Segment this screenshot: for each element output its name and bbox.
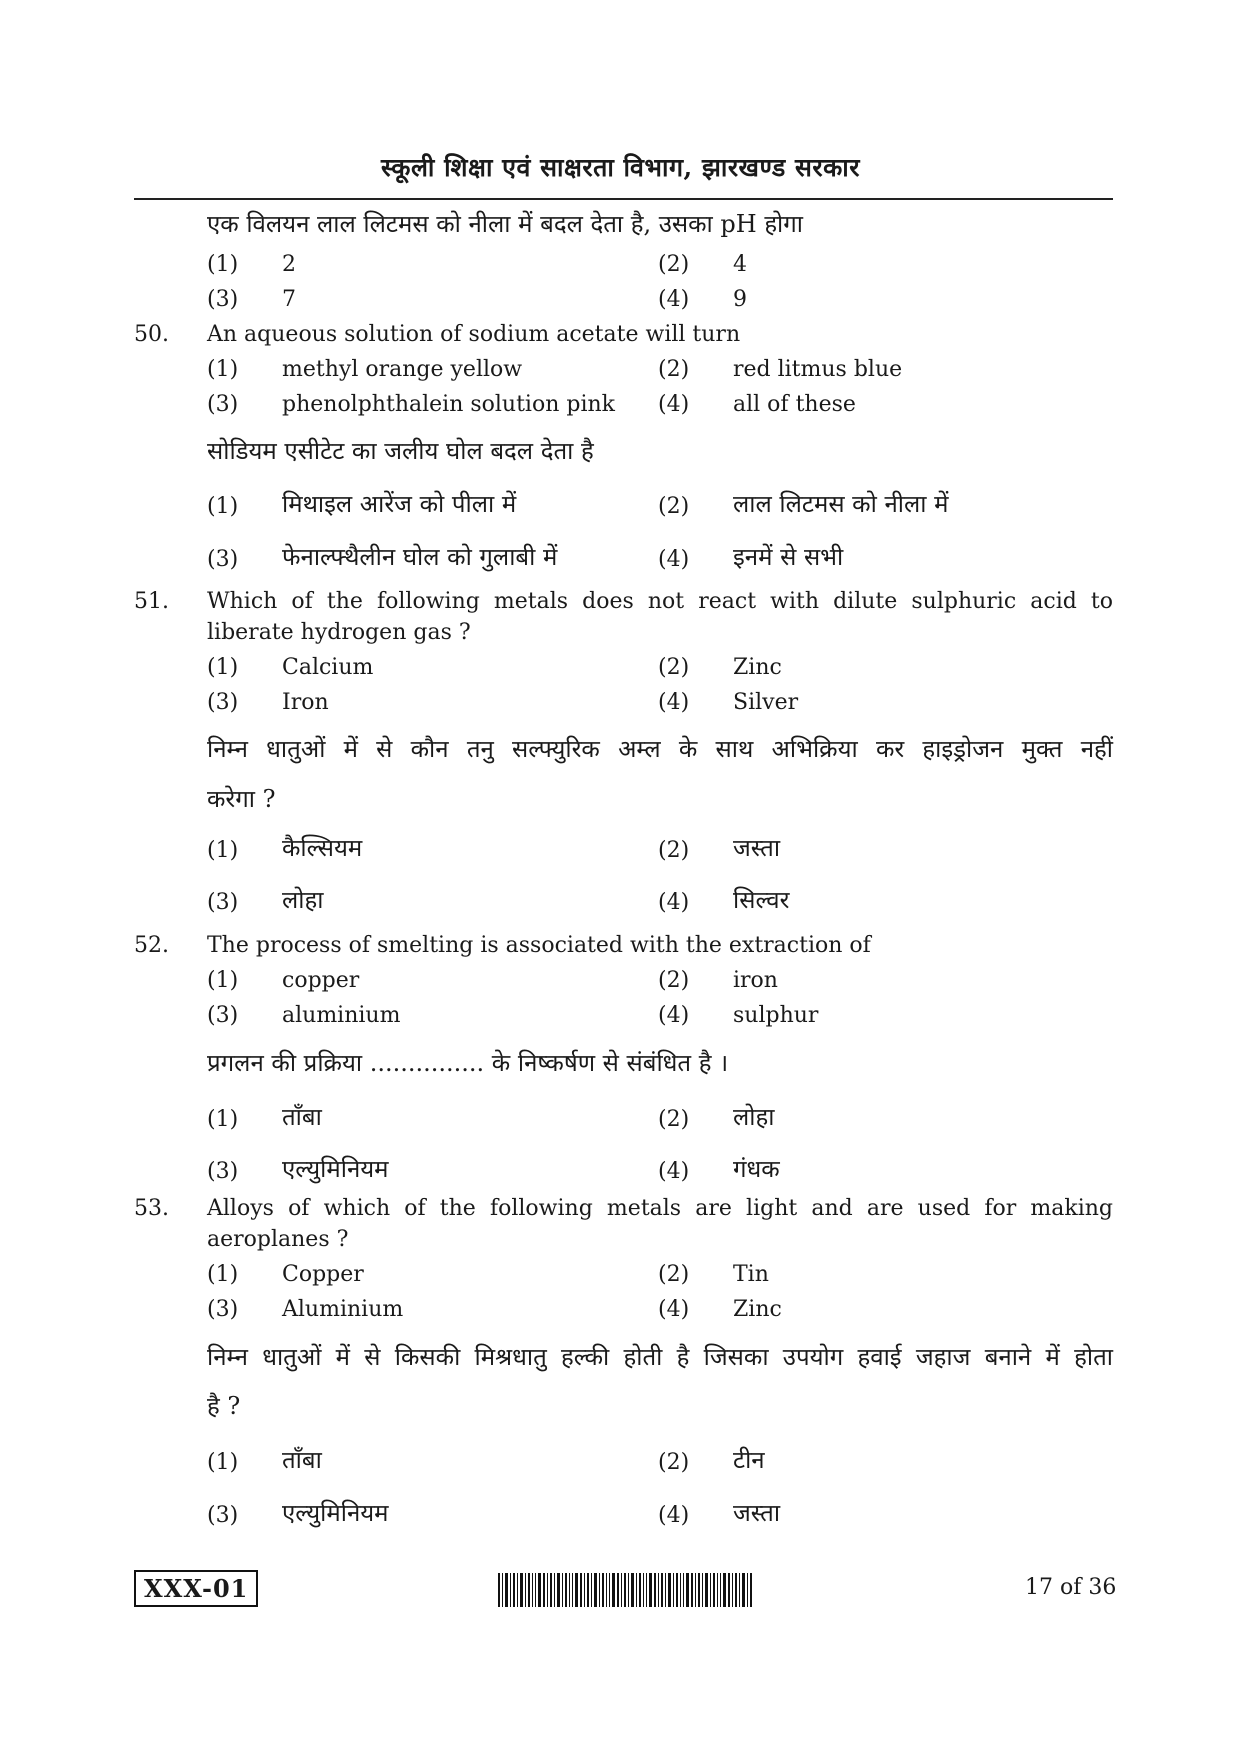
question-51-hindi-line2: करेगा ?: [207, 785, 276, 813]
option-text: red litmus blue: [733, 357, 903, 382]
option-text: जस्ता: [733, 834, 781, 862]
paper-code-box: XXX-01: [134, 1570, 258, 1607]
option-text: एल्युमिनियम: [282, 1155, 389, 1183]
option-text: मिथाइल आरेंज को पीला में: [282, 490, 517, 518]
question-49-hindi-text: एक विलयन लाल लिटमस को नीला में बदल देता है, उसका pH होगा: [207, 210, 804, 238]
option-text: Zinc: [733, 655, 782, 680]
option-text: all of these: [733, 392, 856, 417]
option-text: 9: [733, 287, 747, 312]
question-51-text-line2: liberate hydrogen gas ?: [207, 620, 471, 645]
option-number: (3): [207, 1503, 239, 1528]
option-number: (2): [658, 838, 690, 863]
option-number: (2): [658, 968, 690, 993]
option-text: लोहा: [733, 1103, 775, 1131]
option-number: (4): [658, 392, 690, 417]
option-number: (4): [658, 1297, 690, 1322]
option-number: (3): [207, 392, 239, 417]
option-number: (4): [658, 890, 690, 915]
option-text: इनमें से सभी: [733, 543, 844, 571]
question-51-hindi-line1: निम्न धातुओं में से कौन तनु सल्फ्युरिक अम्ल के साथ अभिक्रिया कर हाइड्रोजन मुक्त नहीं: [207, 735, 1113, 763]
option-text: Copper: [282, 1262, 364, 1287]
option-number: (4): [658, 547, 690, 572]
option-number: (1): [207, 968, 239, 993]
option-number: (2): [658, 1262, 690, 1287]
option-number: (3): [207, 690, 239, 715]
option-number: (1): [207, 1107, 239, 1132]
option-text: सिल्वर: [733, 886, 790, 914]
option-text: iron: [733, 968, 778, 993]
option-text: Aluminium: [282, 1297, 404, 1322]
option-number: (3): [207, 1297, 239, 1322]
option-text: aluminium: [282, 1003, 401, 1028]
option-number: (2): [658, 655, 690, 680]
option-text: टीन: [733, 1446, 765, 1474]
option-text: 4: [733, 252, 747, 277]
option-text: ताँबा: [282, 1446, 322, 1474]
option-text: जस्ता: [733, 1499, 781, 1527]
option-text: गंधक: [733, 1155, 780, 1183]
option-text: कैल्सियम: [282, 834, 363, 862]
option-number: (2): [658, 1107, 690, 1132]
option-text: फेनाल्फ्थैलीन घोल को गुलाबी में: [282, 543, 558, 571]
question-53-text-line2: aeroplanes ?: [207, 1227, 349, 1252]
option-text: लाल लिटमस को नीला में: [733, 490, 949, 518]
option-number: (1): [207, 252, 239, 277]
page-header-title: स्कूली शिक्षा एवं साक्षरता विभाग, झारखण्ड सरकार: [381, 153, 860, 182]
option-number: (4): [658, 1503, 690, 1528]
question-53-hindi-line2: है ?: [207, 1392, 241, 1420]
option-number: (1): [207, 838, 239, 863]
option-text: 2: [282, 252, 296, 277]
option-number: (2): [658, 357, 690, 382]
option-number: (1): [207, 655, 239, 680]
option-text: लोहा: [282, 886, 324, 914]
option-text: copper: [282, 968, 360, 993]
option-text: methyl orange yellow: [282, 357, 523, 382]
option-text: एल्युमिनियम: [282, 1499, 389, 1527]
question-50-hindi-text: सोडियम एसीटेट का जलीय घोल बदल देता है: [207, 437, 594, 465]
question-number: 50.: [134, 322, 169, 347]
option-number: (1): [207, 357, 239, 382]
option-number: (4): [658, 1159, 690, 1184]
option-number: (2): [658, 252, 690, 277]
option-number: (1): [207, 1262, 239, 1287]
option-number: (4): [658, 1003, 690, 1028]
option-text: Tin: [733, 1262, 769, 1287]
question-53-hindi-line1: निम्न धातुओं में से किसकी मिश्रधातु हल्की होती है जिसका उपयोग हवाई जहाज बनाने में होता: [207, 1343, 1113, 1371]
question-51-text-line1: Which of the following metals does not react with dilute sulphuric acid to: [207, 589, 1113, 614]
option-number: (3): [207, 287, 239, 312]
option-text: 7: [282, 287, 296, 312]
option-number: (2): [658, 1450, 690, 1475]
question-number: 53.: [134, 1196, 169, 1221]
option-number: (4): [658, 690, 690, 715]
option-number: (3): [207, 547, 239, 572]
option-text: Zinc: [733, 1297, 782, 1322]
question-number: 52.: [134, 933, 169, 958]
option-text: Calcium: [282, 655, 374, 680]
barcode-graphic: [498, 1573, 754, 1607]
option-number: (3): [207, 1003, 239, 1028]
option-text: sulphur: [733, 1003, 819, 1028]
option-number: (3): [207, 1159, 239, 1184]
option-number: (3): [207, 890, 239, 915]
page-number: 17 of 36: [1025, 1575, 1117, 1600]
header-rule: [134, 198, 1113, 200]
option-number: (1): [207, 494, 239, 519]
question-52-text: The process of smelting is associated with the extraction of: [207, 933, 871, 958]
question-number: 51.: [134, 589, 169, 614]
question-50-text: An aqueous solution of sodium acetate will turn: [207, 322, 741, 347]
option-number: (1): [207, 1450, 239, 1475]
option-text: Silver: [733, 690, 799, 715]
option-number: (4): [658, 287, 690, 312]
option-number: (2): [658, 494, 690, 519]
option-text: phenolphthalein solution pink: [282, 392, 615, 417]
question-52-hindi-text: प्रगलन की प्रक्रिया ............... के निष्कर्षण से संबंधित है ।: [207, 1049, 729, 1077]
question-53-text-line1: Alloys of which of the following metals are light and are used for making: [207, 1196, 1113, 1221]
option-text: Iron: [282, 690, 329, 715]
option-text: ताँबा: [282, 1103, 322, 1131]
